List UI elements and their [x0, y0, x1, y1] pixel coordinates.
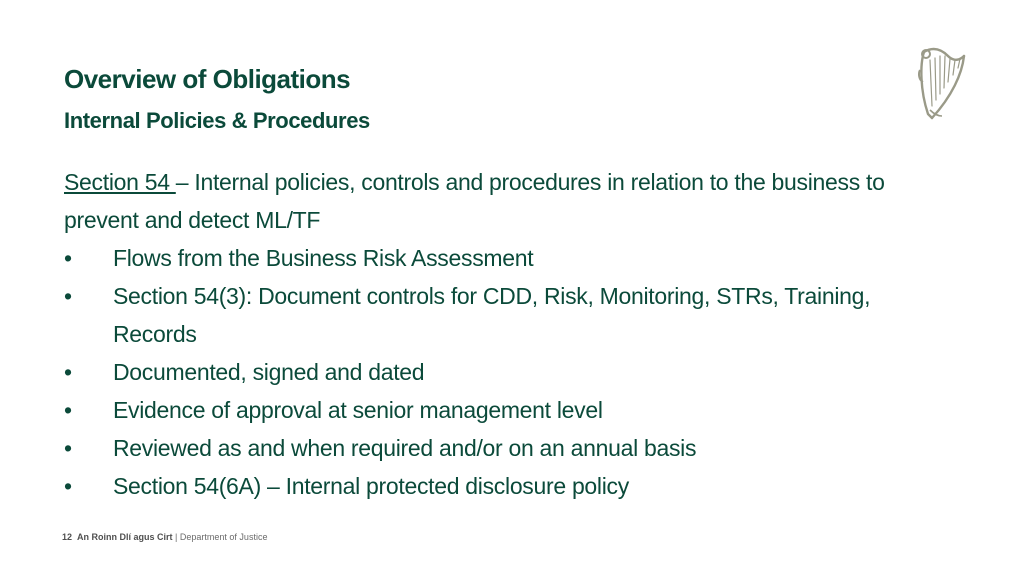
- bullet-text: Section 54(3): Document controls for CDD, Risk, Monitoring, STRs, Training, Records: [113, 283, 871, 347]
- list-item: [64, 353, 944, 391]
- intro-text: – Internal policies, controls and procedures in relation to the business to prevent and detect ML/TF: [64, 169, 885, 233]
- section-reference: Section 54: [64, 169, 176, 195]
- bullet-dot: •: [64, 473, 72, 499]
- bullet-text: Evidence of approval at senior management level: [113, 397, 603, 423]
- bullet-list: [64, 239, 944, 505]
- slide-title: Overview of Obligations: [64, 64, 351, 94]
- list-item: [64, 429, 944, 467]
- list-item: [64, 277, 944, 353]
- list-item: [64, 391, 944, 429]
- bullet-text: Reviewed as and when required and/or on an annual basis: [113, 435, 697, 461]
- harp-icon: [916, 44, 968, 122]
- department-name-english: Department of Justice: [179, 532, 268, 542]
- bullet-dot: •: [64, 245, 72, 271]
- bullet-dot: •: [64, 359, 72, 385]
- bullet-dot: •: [64, 397, 72, 423]
- intro-paragraph: [64, 163, 944, 239]
- bullet-text: Documented, signed and dated: [113, 359, 425, 385]
- bullet-text: Flows from the Business Risk Assessment: [113, 245, 534, 271]
- list-item: [64, 239, 944, 277]
- page-number: 12: [62, 532, 73, 542]
- footer-separator: |: [175, 532, 178, 542]
- department-name-irish: An Roinn Dlí agus Cirt: [77, 532, 173, 542]
- slide-body: [64, 163, 944, 505]
- bullet-dot: •: [64, 283, 72, 309]
- bullet-text: Section 54(6A) – Internal protected disclosure policy: [113, 473, 629, 499]
- bullet-dot: •: [64, 435, 72, 461]
- list-item: [64, 467, 944, 505]
- slide-footer: [62, 532, 267, 542]
- slide-subtitle: Internal Policies & Procedures: [64, 108, 370, 133]
